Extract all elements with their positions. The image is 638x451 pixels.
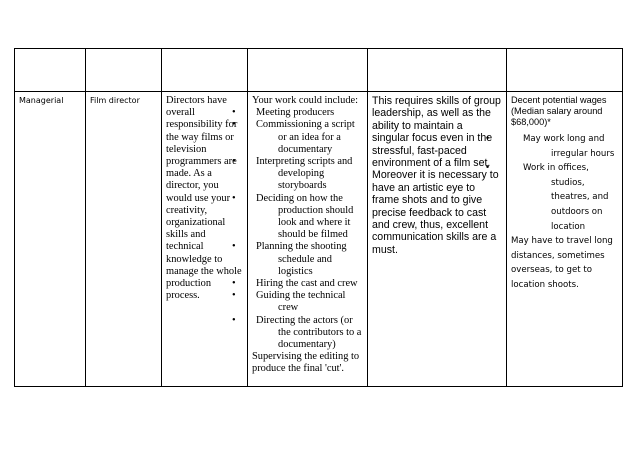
header-cell: [162, 49, 248, 92]
career-table: [14, 48, 623, 387]
list-item: • Hiring the cast and crew: [252, 278, 363, 290]
duties-intro: Your work could include:: [252, 95, 359, 106]
conditions-list: [511, 132, 618, 234]
list-item: • Directing the actors (or the contributors to a documentary): [252, 315, 363, 352]
list-item: • Interpreting scripts and developing storyboards: [252, 156, 363, 193]
wage-note: Decent potential wages (Median salary around $68,000)*: [511, 95, 607, 127]
travel-note: May have to travel long distances, sometimes overseas, to get to location shoots.: [511, 236, 613, 290]
header-cell: [507, 49, 623, 92]
duties-list: [252, 107, 363, 351]
job-title-cell: Film director: [86, 92, 162, 387]
description-cell: Directors have overall responsibility for the way films or television programmers are made. As a director, you would use your creativity, organizational skills and technical knowledge to manage the whole production process.: [162, 92, 248, 387]
list-item: • Guiding the technical crew: [252, 290, 363, 314]
list-item: • Meeting producers: [252, 107, 363, 119]
duties-outro: Supervising the editing to produce the final 'cut'.: [252, 351, 360, 375]
list-item: • Planning the shooting schedule and logistics: [252, 241, 363, 278]
header-row: [15, 49, 623, 92]
list-item: • Work in offices, studios, theatres, and outdoors on location: [511, 161, 618, 234]
list-item: • Deciding on how the production should look and where it should be filmed: [252, 193, 363, 242]
header-cell: [368, 49, 507, 92]
table-row: [15, 92, 623, 387]
list-item: • Commissioning a script or an idea for a documentary: [252, 119, 363, 156]
header-cell: [15, 49, 86, 92]
list-item: • May work long and irregular hours: [511, 132, 618, 161]
category-cell: Managerial: [15, 92, 86, 387]
duties-cell: [248, 92, 368, 387]
skills-cell: This requires skills of group leadership, as well as the ability to maintain a singular focus even in the stressful, fast-paced environment of a film set. Moreover it is necessary to have an artistic eye to frame shots and to give precise feedback to cast and crew, thus, excellent communication skills are a must.: [368, 92, 507, 387]
header-cell: [248, 49, 368, 92]
conditions-cell: [507, 92, 623, 387]
header-cell: [86, 49, 162, 92]
